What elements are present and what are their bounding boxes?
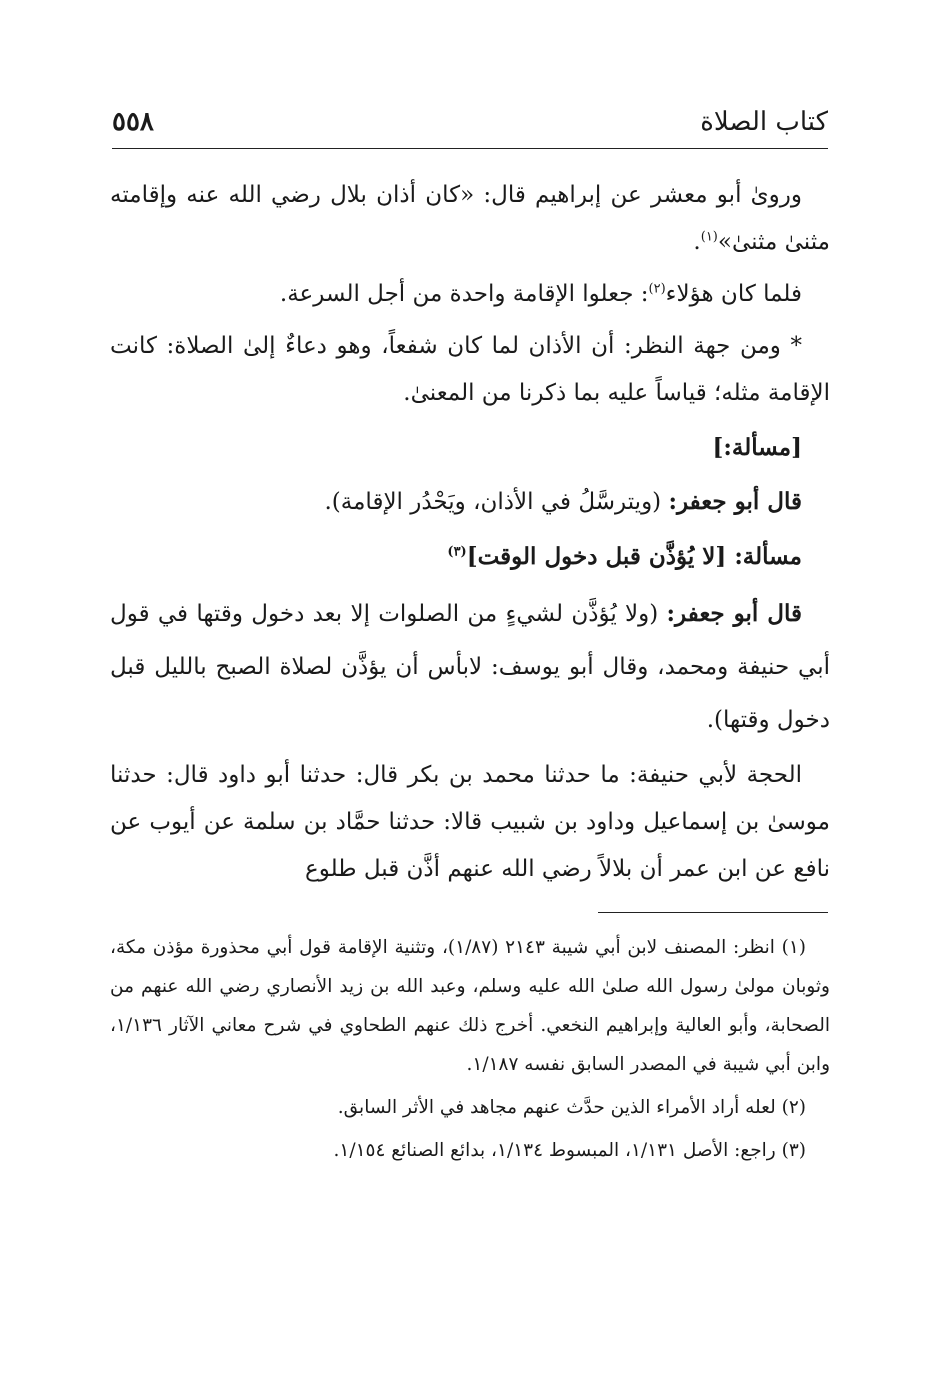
main-text [110,172,830,898]
heading-text: [مسألة:] [712,434,802,461]
paragraph-text: وروىٰ أبو معشر عن إبراهيم قال: «كان أذان بلال رضي الله عنه وإقامته مثنىٰ مثنىٰ» [110,182,830,255]
footnote-divider [598,912,828,913]
paragraph-text: الحجة لأبي حنيفة: ما حدثنا محمد بن بكر قال: حدثنا أبو داود قال: حدثنا موسىٰ بن إسماعيل وداود بن شبيب قالا: حدثنا حمَّاد بن سلمة عن أيوب عن نافع عن ابن عمر أن بلالاً رضي الله عنهم أذَّن قبل طلوع [110,762,830,882]
paragraph-tarassul [110,478,830,526]
paragraph-start: فلما كان هؤلاء [665,281,802,307]
section-heading-adhan-time [110,531,830,583]
paragraph-text: * ومن جهة النظر: أن الأذان لما كان شفعاً، وهو دعاءٌ إلىٰ الصلاة: كانت الإقامة مثله؛ قياساً عليه بما ذكرنا من المعنىٰ. [110,333,830,406]
footnote-1: (١) انظر: المصنف لابن أبي شيبة ٢١٤٣ (١/٨٧)، وتثنية الإقامة قول أبي محذورة مؤذن مكة، وثوبان مولىٰ رسول الله صلىٰ الله عليه وسلم، وعبد الله بن زيد الأنصاري رضي الله عنهم من الصحابة، وأبو العالية وإبراهيم النخعي. أخرج ذلك عنهم الطحاوي في شرح معاني الآثار ١/١٣٦، وابن أبي شيبة في المصدر السابق نفسه ١/١٨٧. [110,937,830,1075]
paragraph-hujja [110,752,830,893]
footnote-ref-1[interactable]: (١) [700,229,718,245]
paragraph-adhan-time [110,587,830,747]
footnote-3: (٣) راجع: الأصل ١/١٣١، المبسوط ١/١٣٤، بدائع الصنائع ١/١٥٤. [333,1140,806,1161]
paragraph-end: : جعلوا الإقامة واحدة من أجل السرعة. [279,281,649,307]
heading-title: [لا يُؤذَّن قبل دخول الوقت] [466,543,735,570]
footnote-ref-3[interactable]: (٣) [447,544,467,560]
paragraph-text: (ولا يُؤذَّن لشيءٍ من الصلوات إلا بعد دخول وقتها في قول أبي حنيفة ومحمد، وقال أبو يوسف: لابأس أن يؤذَّن لصلاة الصبح بالليل قبل دخول وقتها). [110,601,830,733]
speaker-label: قال أبو جعفر: [666,600,802,627]
paragraph-text: (ويترسَّلُ في الأذان، ويَحْدُر الإقامة). [324,489,669,515]
section-heading-masala [110,422,830,474]
footnote-ref-2[interactable]: (٢) [648,281,666,297]
header-divider [112,148,828,149]
footnote-2: (٢) لعله أراد الأمراء الذين حدَّث عنهم مجاهد في الأثر السابق. [337,1097,806,1118]
chapter-title: كتاب الصلاة [700,107,828,137]
running-header [112,104,828,148]
paragraph-abu-mashar-narration [110,172,830,266]
paragraph-nazar [110,323,830,417]
footnotes [110,928,830,1174]
heading-label: مسألة: [734,543,802,570]
paragraph-haulai [110,271,830,318]
paragraph-end: . [693,229,701,255]
page-number: ٥٥٨ [112,107,154,137]
speaker-label: قال أبو جعفر: [668,488,802,515]
